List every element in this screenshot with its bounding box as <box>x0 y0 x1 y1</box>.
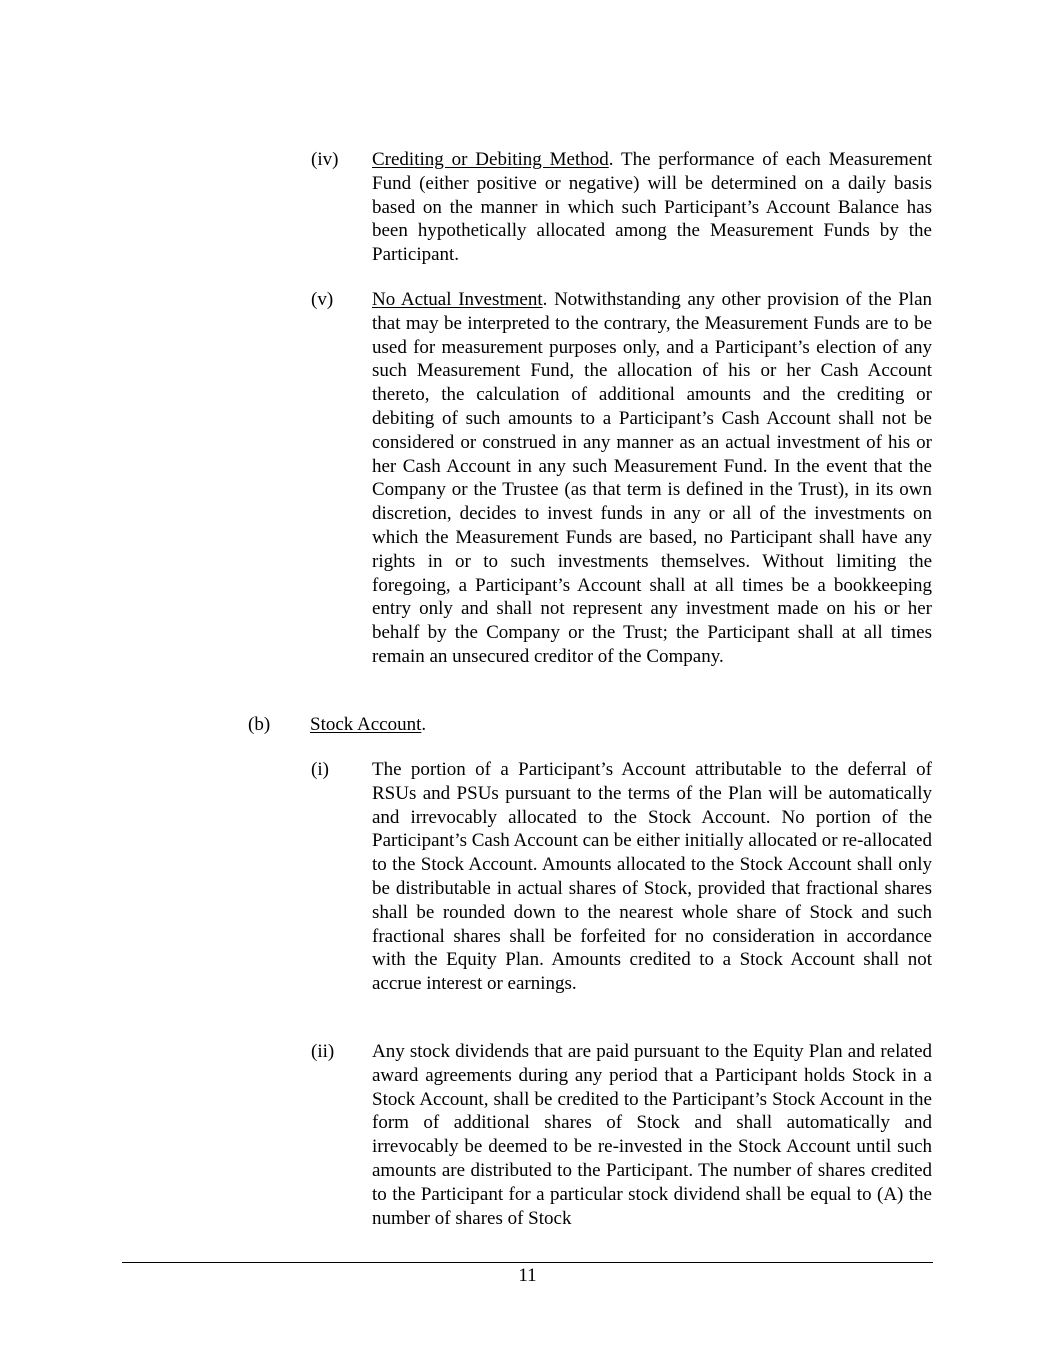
paragraph-marker: (i) <box>311 759 329 780</box>
paragraph-marker: (iv) <box>311 149 339 170</box>
footer-divider <box>122 1262 933 1263</box>
section-body: . <box>421 714 427 735</box>
section-heading: No Actual Investment <box>372 289 543 310</box>
paragraph-body: . Notwithstanding any other provision of the Plan that may be interpreted to the contrary, the Measurement Funds are to be used for measurement purposes only, and a Participant’s election of any such Measurement Fund, the allocation of his or her Cash Account thereto, the calculation of additional amounts and the crediting or debiting of such amounts to a Participant’s Cash Account shall not be considered or construed in any manner as an actual investment of his or her Cash Account in any such Measurement Fund. In the event that the Company or the Trustee (as that term is defined in the Trust), in its own discretion, decides to invest funds in any or all of the investments on which the Measurement Funds are based, no Participant shall have any rights in or to such investments themselves. Without limiting the foregoing, a Participant’s Account shall at all times be a bookkeeping entry only and shall not represent any investment made on his or her behalf by the Company or the Trust; the Participant shall at all times remain an unsecured creditor of the Company. <box>372 289 932 667</box>
page-number: 11 <box>518 1265 537 1286</box>
section-b <box>248 713 426 737</box>
paragraph-body: . The performance of each Measurement Fund (either positive or negative) will be determined on a daily basis based on the manner in which such Participant’s Account Balance has been hypothetically allocated among the Measurement Funds by the Participant. <box>372 149 932 266</box>
paragraph-text <box>372 148 932 267</box>
paragraph-body: Any stock dividends that are paid pursuant to the Equity Plan and related award agreements during any period that a Participant holds Stock in a Stock Account, shall be credited to the Participant’s Stock Account in the form of additional shares of Stock and shall automatically and irrevocably be deemed to be re-invested in the Stock Account until such amounts are distributed to the Participant. The number of shares credited to the Participant for a particular stock dividend shall be equal to (A) the number of shares of Stock <box>372 1041 932 1229</box>
section-text <box>310 713 426 737</box>
paragraph-i <box>311 758 932 996</box>
paragraph-text <box>372 288 932 669</box>
paragraph-text <box>372 758 932 996</box>
paragraph-marker: (v) <box>311 289 334 310</box>
paragraph-marker: (ii) <box>311 1041 335 1062</box>
paragraph-body: The portion of a Participant’s Account attributable to the deferral of RSUs and PSUs pursuant to the terms of the Plan will be automatically and irrevocably allocated to the Stock Account. No portion of the Participant’s Cash Account can be either initially allocated or re-allocated to the Stock Account. Amounts allocated to the Stock Account shall only be distributable in actual shares of Stock, provided that fractional shares shall be rounded down to the nearest whole share of Stock and such fractional shares shall be forfeited for no consideration in accordance with the Equity Plan. Amounts credited to a Stock Account shall not accrue interest or earnings. <box>372 759 932 995</box>
paragraph-v <box>311 288 932 669</box>
paragraph-text <box>372 1040 932 1230</box>
section-marker: (b) <box>248 714 271 735</box>
section-heading: Crediting or Debiting Method <box>372 149 609 170</box>
paragraph-ii <box>311 1040 932 1230</box>
paragraph-iv <box>311 148 932 267</box>
section-heading: Stock Account <box>310 714 422 735</box>
